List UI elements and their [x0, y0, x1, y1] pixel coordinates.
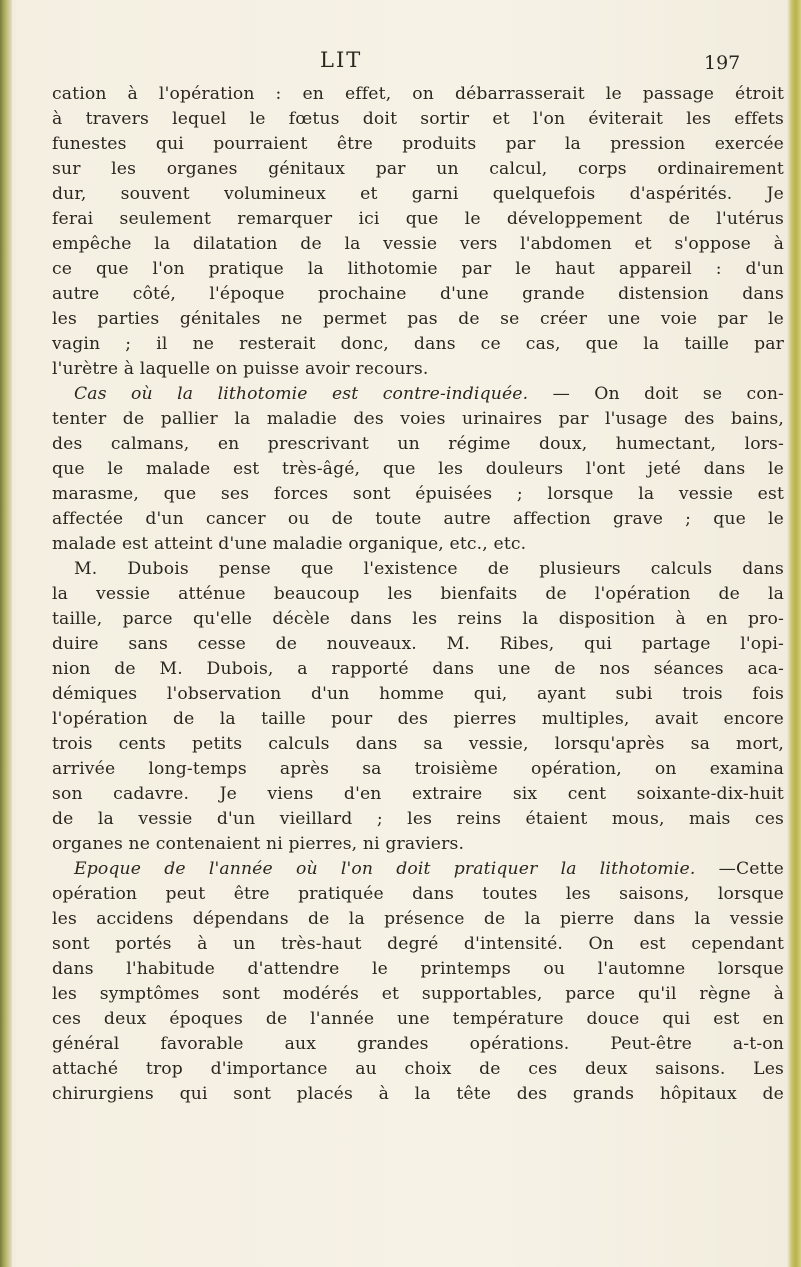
section-heading-line [52, 382, 784, 407]
section-heading-season: Epoque de l'année où l'on doit pratiquer la lithotomie. [74, 859, 696, 879]
section-heading-line [52, 857, 784, 882]
text-line: trois cents petits calculs dans sa vessie, lorsqu'après sa mort, [52, 734, 784, 754]
page-outer-edge [787, 0, 801, 1267]
text-line: ferai seulement remarquer ici que le développement de l'utérus [52, 209, 784, 229]
text-line: taille, parce qu'elle décèle dans les reins la disposition à en pro- [52, 609, 784, 629]
text-line: de la vessie d'un vieillard ; les reins étaient mous, mais ces [52, 809, 784, 829]
text-line: sur les organes génitaux par un calcul, corps ordinairement [52, 159, 784, 179]
text-line: la vessie atténue beaucoup les bienfaits de l'opération de la [52, 584, 784, 604]
text-line: les symptômes sont modérés et supportables, parce qu'il règne à [52, 984, 784, 1004]
body-text [52, 82, 784, 1107]
text-line: général favorable aux grandes opérations. Peut-être a-t-on [52, 1034, 784, 1054]
text-line: malade est atteint d'une maladie organique, etc., etc. [52, 534, 527, 554]
text-line: chirurgiens qui sont placés à la tête des grands hôpitaux de [52, 1084, 784, 1104]
text-line: organes ne contenaient ni pierres, ni graviers. [52, 834, 465, 854]
text-line: ce que l'on pratique la lithotomie par le haut appareil : d'un [52, 259, 784, 279]
text-line: attaché trop d'importance au choix de ces deux saisons. Les [52, 1059, 784, 1079]
text-line: empêche la dilatation de la vessie vers l'abdomen et s'oppose à [52, 234, 784, 254]
section-heading-contraindication: Cas où la lithotomie est contre-indiquée. [74, 384, 529, 404]
text-line: dans l'habitude d'attendre le printemps ou l'automne lorsque [52, 959, 784, 979]
text-fragment: — On doit se con- [528, 384, 784, 404]
text-line: que le malade est très-âgé, que les douleurs l'ont jeté dans le [52, 459, 784, 479]
text-line: l'urètre à laquelle on puisse avoir recours. [52, 359, 429, 379]
running-head: LIT [320, 48, 363, 72]
text-line: à travers lequel le fœtus doit sortir et l'on éviterait les effets [52, 109, 784, 129]
text-line: cation à l'opération : en effet, on débarrasserait le passage étroit [52, 84, 784, 104]
text-line: marasme, que ses forces sont épuisées ; lorsque la vessie est [52, 484, 784, 504]
text-line: les parties génitales ne permet pas de se créer une voie par le [52, 309, 784, 329]
text-line: les accidens dépendans de la présence de la pierre dans la vessie [52, 909, 784, 929]
text-line: vagin ; il ne resterait donc, dans ce cas, que la taille par [52, 334, 784, 354]
text-line: ces deux époques de l'année une température douce qui est en [52, 1009, 784, 1029]
text-line: affectée d'un cancer ou de toute autre affection grave ; que le [52, 509, 784, 529]
text-line: M. Dubois pense que l'existence de plusieurs calculs dans [74, 559, 784, 579]
text-line: opération peut être pratiquée dans toutes les saisons, lorsque [52, 884, 784, 904]
text-line: arrivée long-temps après sa troisième opération, on examina [52, 759, 784, 779]
page-number: 197 [704, 52, 741, 74]
text-line: des calmans, en prescrivant un régime doux, humectant, lors- [52, 434, 784, 454]
text-line: dur, souvent volumineux et garni quelquefois d'aspérités. Je [52, 184, 784, 204]
text-line: funestes qui pourraient être produits par la pression exercée [52, 134, 784, 154]
text-line: duire sans cesse de nouveaux. M. Ribes, qui partage l'opi- [52, 634, 784, 654]
text-line: sont portés à un très-haut degré d'intensité. On est cependant [52, 934, 784, 954]
text-line: tenter de pallier la maladie des voies urinaires par l'usage des bains, [52, 409, 784, 429]
text-line: son cadavre. Je viens d'en extraire six cent soixante-dix-huit [52, 784, 784, 804]
page-binding-edge [0, 0, 12, 1267]
text-line: l'opération de la taille pour des pierres multiples, avait encore [52, 709, 784, 729]
text-line: nion de M. Dubois, a rapporté dans une de nos séances aca- [52, 659, 784, 679]
text-fragment: —Cette [695, 859, 785, 879]
text-line: démiques l'observation d'un homme qui, ayant subi trois fois [52, 684, 784, 704]
text-line: autre côté, l'époque prochaine d'une grande distension dans [52, 284, 784, 304]
